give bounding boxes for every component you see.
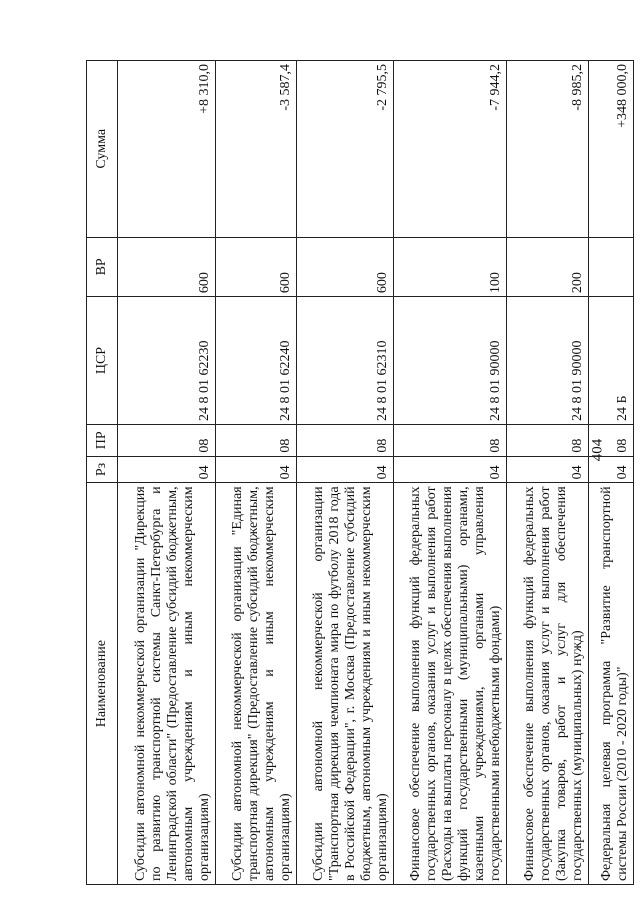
- row-sum: -2 795,5: [297, 61, 394, 238]
- row-pr: 08: [394, 424, 507, 456]
- row-name: Финансовое обеспечение выполнения функций федеральных государственных органов, оказания услуг и выполнения работ (Расходы на выплаты персоналу в целях обеспечения выполнения функций государственными (муниципальными) органами, казенными учреждениями, органами управления государственными внебюджетными фондами): [394, 483, 507, 885]
- row-csr: 24 8 01 62240: [216, 297, 297, 425]
- row-vr: 600: [216, 237, 297, 297]
- budget-table: [86, 60, 634, 885]
- row-sum: +8 310,0: [118, 61, 216, 238]
- page-number: 404: [589, 438, 606, 462]
- header-rz: Рз: [87, 456, 118, 483]
- row-rz: 04: [507, 456, 589, 483]
- row-rz: 04: [589, 456, 634, 483]
- row-pr: 08: [589, 424, 634, 456]
- row-vr: 100: [394, 237, 507, 297]
- row-pr: 08: [297, 424, 394, 456]
- row-sum: -8 985,2: [507, 61, 589, 238]
- header-csr: ЦСР: [87, 297, 118, 425]
- row-vr: [589, 237, 634, 297]
- row-sum: -7 944,2: [394, 61, 507, 238]
- row-csr: 24 8 01 62310: [297, 297, 394, 425]
- row-name: Субсидии автономной некоммерческой организации "Дирекция по развитию транспортной системы Санкт-Петербурга и Ленинградской области" (Предоставление субсидий бюджетным, автономным учреждениям и иным некоммерческим организациям): [118, 483, 216, 885]
- row-name: Федеральная целевая программа "Развитие транспортной системы России (2010 - 2020 годы)": [589, 483, 634, 885]
- header-name: Наименование: [87, 483, 118, 885]
- table-header-row: [87, 61, 118, 885]
- row-vr: 600: [118, 237, 216, 297]
- row-pr: 08: [507, 424, 589, 456]
- row-rz: 04: [297, 456, 394, 483]
- row-vr: 600: [297, 237, 394, 297]
- row-name: Субсидии автономной некоммерческой организации "Единая транспортная дирекция" (Предоставление субсидий бюджетным, автономным учреждениям и иным некоммерческим организациям): [216, 483, 297, 885]
- row-name: Субсидии автономной некоммерческой организации "Транспортная дирекция чемпионата мира по футболу 2018 года в Российской Федерации", г. Москва (Предоставление субсидий бюджетным, автономным учреждениям и иным некоммерческим организациям): [297, 483, 394, 885]
- header-sum: Сумма: [87, 61, 118, 238]
- row-sum: +348 000,0: [589, 61, 634, 238]
- table-row: [297, 61, 394, 885]
- table-row: [589, 61, 634, 885]
- table-row: [118, 61, 216, 885]
- row-rz: 04: [394, 456, 507, 483]
- row-vr: 200: [507, 237, 589, 297]
- row-pr: 08: [118, 424, 216, 456]
- row-sum: -3 587,4: [216, 61, 297, 238]
- row-csr: 24 Б: [589, 297, 634, 425]
- table-row: [507, 61, 589, 885]
- row-rz: 04: [216, 456, 297, 483]
- row-name: Финансовое обеспечение выполнения функций федеральных государственных органов, оказания услуг и выполнения работ (Закупка товаров, работ и услуг для обеспечения государственных (муниципальных) нужд): [507, 483, 589, 885]
- table-row: [216, 61, 297, 885]
- row-csr: 24 8 01 62230: [118, 297, 216, 425]
- header-pr: ПР: [87, 424, 118, 456]
- table-row: [394, 61, 507, 885]
- row-rz: 04: [118, 456, 216, 483]
- header-vr: ВР: [87, 237, 118, 297]
- row-csr: 24 8 01 90000: [394, 297, 507, 425]
- row-csr: 24 8 01 90000: [507, 297, 589, 425]
- row-pr: 08: [216, 424, 297, 456]
